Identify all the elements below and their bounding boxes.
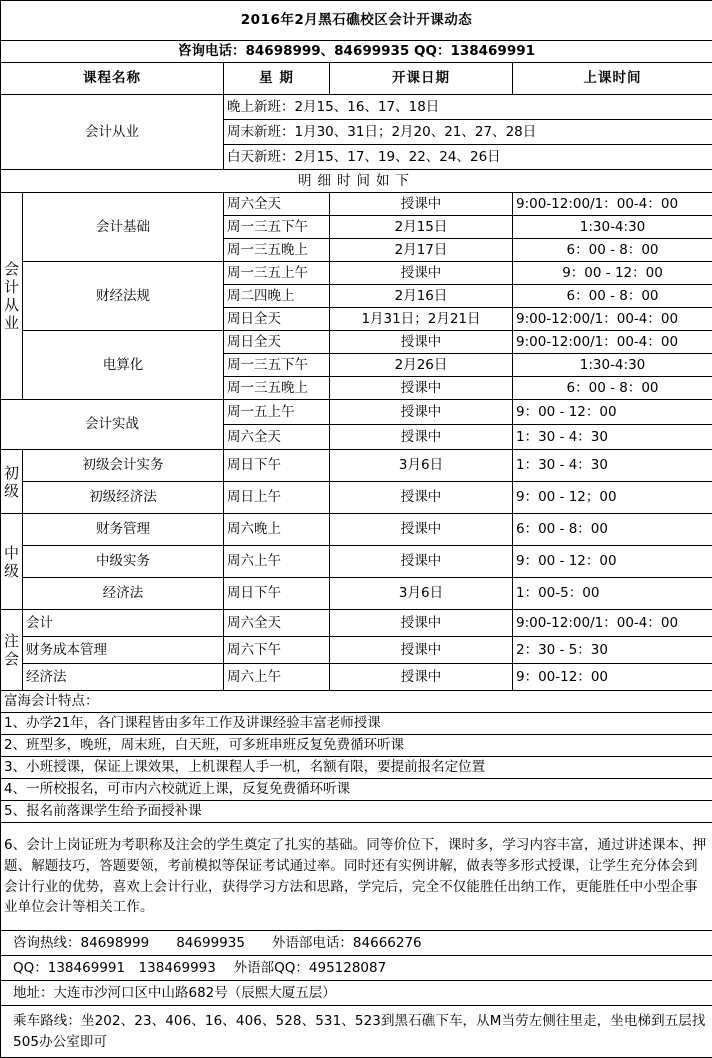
evening-new-class: 晚上新班：2月15、16、17、18日	[224, 95, 712, 120]
feature-item: 5、报名前落课学生给予面授补课	[1, 801, 712, 823]
class-time-cell: 1：30 - 4：30	[513, 425, 712, 450]
table-row	[1, 610, 712, 637]
weekday-cell: 周日下午	[224, 578, 330, 610]
class-time-cell: 1:30-4:30	[513, 216, 712, 239]
weekday-cell: 周日全天	[224, 331, 330, 354]
feature-item-six: 6、会计上岗证班为考职称及注会的学生奠定了扎实的基础。同等价位下，课时多，学习内容丰富，通过讲述课本、押题、解题技巧，答题要领，考前模拟等保证考试通过率。同时还有实例讲解，做表等多形式授课，让学生充分体会到会计行业的优势，喜欢上会计行业，获得学习方法和思路，学完后，完全不仅能胜任出纳工作，更能胜任中小型企事业单位会计等相关工作。	[1, 823, 712, 931]
class-time-cell: 6：00 - 8：00	[513, 239, 712, 262]
group-label-chuji	[1, 450, 23, 514]
weekday-cell: 周一三五晚上	[224, 377, 330, 400]
weekday-cell: 周六全天	[224, 425, 330, 450]
weekday-cell: 周日上午	[224, 482, 330, 514]
course-name: 电算化	[23, 331, 224, 400]
start-date-cell: 1月31日；2月21日	[330, 308, 513, 331]
weekday-cell: 周六全天	[224, 610, 330, 637]
class-time-cell: 9：00 - 12：00	[513, 400, 712, 425]
start-date-cell: 授课中	[330, 262, 513, 285]
start-date-cell: 2月15日	[330, 216, 513, 239]
weekday-cell: 周二四晚上	[224, 285, 330, 308]
course-name: 经济法	[23, 664, 224, 691]
weekday-cell: 周日下午	[224, 450, 330, 482]
start-date-cell: 授课中	[330, 610, 513, 637]
footer-hotline: 咨询热线：84698999 84699935 外语部电话：84666276	[1, 931, 712, 956]
class-time-cell: 6：00 - 8：00	[513, 285, 712, 308]
kuaiji-congye-name: 会计从业	[1, 95, 224, 170]
course-name: 初级经济法	[23, 482, 224, 514]
group-label-char: 初	[3, 463, 19, 482]
start-date-cell: 授课中	[330, 193, 513, 216]
weekday-cell: 周一三五晚上	[224, 239, 330, 262]
class-time-cell: 9:00-12:00/1：00-4：00	[513, 610, 712, 637]
weekday-cell: 周六下午	[224, 637, 330, 664]
start-date-cell: 2月17日	[330, 239, 513, 262]
group-label-char: 级	[3, 561, 19, 580]
weekday-cell: 周六全天	[224, 193, 330, 216]
class-time-cell: 6：00 - 8：00	[513, 514, 712, 546]
feature-item: 3、小班授课，保证上课效果，上机课程人手一机，名额有限，要提前报名定位置	[1, 757, 712, 779]
class-time-cell: 2：30 - 5：30	[513, 637, 712, 664]
class-time-cell: 9：00 - 12：00	[513, 546, 712, 578]
header-class-time: 上课时间	[513, 63, 712, 95]
course-name: 财务成本管理	[23, 637, 224, 664]
weekday-cell: 周日全天	[224, 308, 330, 331]
group-label-char: 注	[3, 632, 19, 650]
start-date-cell: 授课中	[330, 425, 513, 450]
table-row	[1, 482, 712, 514]
class-time-cell: 9:00-12:00/1：00-4：00	[513, 193, 712, 216]
class-time-cell: 9：00-12：00	[513, 664, 712, 691]
group-label-char: 中	[3, 543, 19, 562]
weekday-cell: 周一三五上午	[224, 262, 330, 285]
group-label-char: 从	[3, 296, 19, 314]
group-label-kuaiji-congye	[1, 193, 23, 400]
weekday-cell: 周六上午	[224, 664, 330, 691]
class-time-cell: 1：00-5：00	[513, 578, 712, 610]
table-row	[1, 450, 712, 482]
group-label-char: 会	[3, 650, 19, 668]
group-label-char: 计	[3, 278, 19, 296]
feature-item: 1、办学21年，各门课程皆由多年工作及讲课经验丰富老师授课	[1, 713, 712, 735]
feature-item: 2、班型多，晚班，周末班，白天班，可多班串班反复免费循环听课	[1, 735, 712, 757]
class-time-cell: 1:30-4:30	[513, 354, 712, 377]
table-row	[1, 331, 712, 354]
table-row	[1, 664, 712, 691]
start-date-cell: 授课中	[330, 546, 513, 578]
class-time-cell: 1：30 - 4：30	[513, 450, 712, 482]
table-row	[1, 546, 712, 578]
course-name: 财经法规	[23, 262, 224, 331]
weekday-cell: 周一三五下午	[224, 354, 330, 377]
start-date-cell: 3月6日	[330, 450, 513, 482]
course-name: 会计实战	[1, 400, 224, 450]
course-name: 财务管理	[23, 514, 224, 546]
group-label-char: 会	[3, 260, 19, 278]
header-start-date: 开课日期	[330, 63, 513, 95]
start-date-cell: 授课中	[330, 331, 513, 354]
table-row	[1, 578, 712, 610]
weekday-cell: 周一三五下午	[224, 216, 330, 239]
column-header-row	[1, 63, 712, 95]
course-name: 会计	[23, 610, 224, 637]
start-date-cell: 授课中	[330, 400, 513, 425]
course-name: 会计基础	[23, 193, 224, 262]
table-row	[1, 637, 712, 664]
features-heading: 富海会计特点：	[1, 691, 712, 713]
table-row	[1, 400, 712, 425]
class-time-cell: 6：00 - 8：00	[513, 377, 712, 400]
footer-route: 乘车路线：坐202、23、406、16、406、528、531、523到黑石礁下车，从M当劳左侧往里走，坐电梯到五层找505办公室即可	[1, 1006, 712, 1058]
weekday-cell: 周六上午	[224, 546, 330, 578]
start-date-cell: 3月6日	[330, 578, 513, 610]
class-time-cell: 9：00 - 12；00	[513, 482, 712, 514]
weekday-cell: 周六晚上	[224, 514, 330, 546]
start-date-cell: 授课中	[330, 514, 513, 546]
footer-qq: QQ：138469991 138469993 外语部QQ：495128087	[1, 956, 712, 981]
start-date-cell: 2月26日	[330, 354, 513, 377]
page-title: 2016年2月黑石礁校区会计开课动态	[1, 1, 712, 41]
header-weekday: 星 期	[224, 63, 330, 95]
start-date-cell: 授课中	[330, 482, 513, 514]
table-row	[1, 514, 712, 546]
weekday-cell: 周一五上午	[224, 400, 330, 425]
class-time-cell: 9:00-12:00/1：00-4：00	[513, 308, 712, 331]
group-label-zhongji	[1, 514, 23, 610]
group-label-zhuhui	[1, 610, 23, 691]
table-row	[1, 193, 712, 216]
course-name: 经济法	[23, 578, 224, 610]
start-date-cell: 授课中	[330, 664, 513, 691]
start-date-cell: 授课中	[330, 637, 513, 664]
detail-heading: 明细时间如下	[1, 170, 712, 193]
footer-address: 地址：大连市沙河口区中山路682号（辰熙大厦五层）	[1, 981, 712, 1006]
course-name: 中级实务	[23, 546, 224, 578]
feature-item: 4、一所校报名，可市内六校就近上课，反复免费循环听课	[1, 779, 712, 801]
group-label-char: 级	[3, 481, 19, 500]
class-time-cell: 9:00-12:00/1：00-4：00	[513, 331, 712, 354]
start-date-cell: 2月16日	[330, 285, 513, 308]
course-name: 初级会计实务	[23, 450, 224, 482]
start-date-cell: 授课中	[330, 377, 513, 400]
consult-phone-line: 咨询电话：84698999、84699935 QQ：138469991	[1, 41, 712, 63]
group-label-char: 业	[3, 314, 19, 332]
weekend-new-class: 周末新班：1月30、31日；2月20、21、27、28日	[224, 120, 712, 145]
table-row	[1, 262, 712, 285]
class-time-cell: 9：00 - 12：00	[513, 262, 712, 285]
header-course-name: 课程名称	[1, 63, 224, 95]
daytime-new-class: 白天新班：2月15、17、19、22、24、26日	[224, 145, 712, 170]
